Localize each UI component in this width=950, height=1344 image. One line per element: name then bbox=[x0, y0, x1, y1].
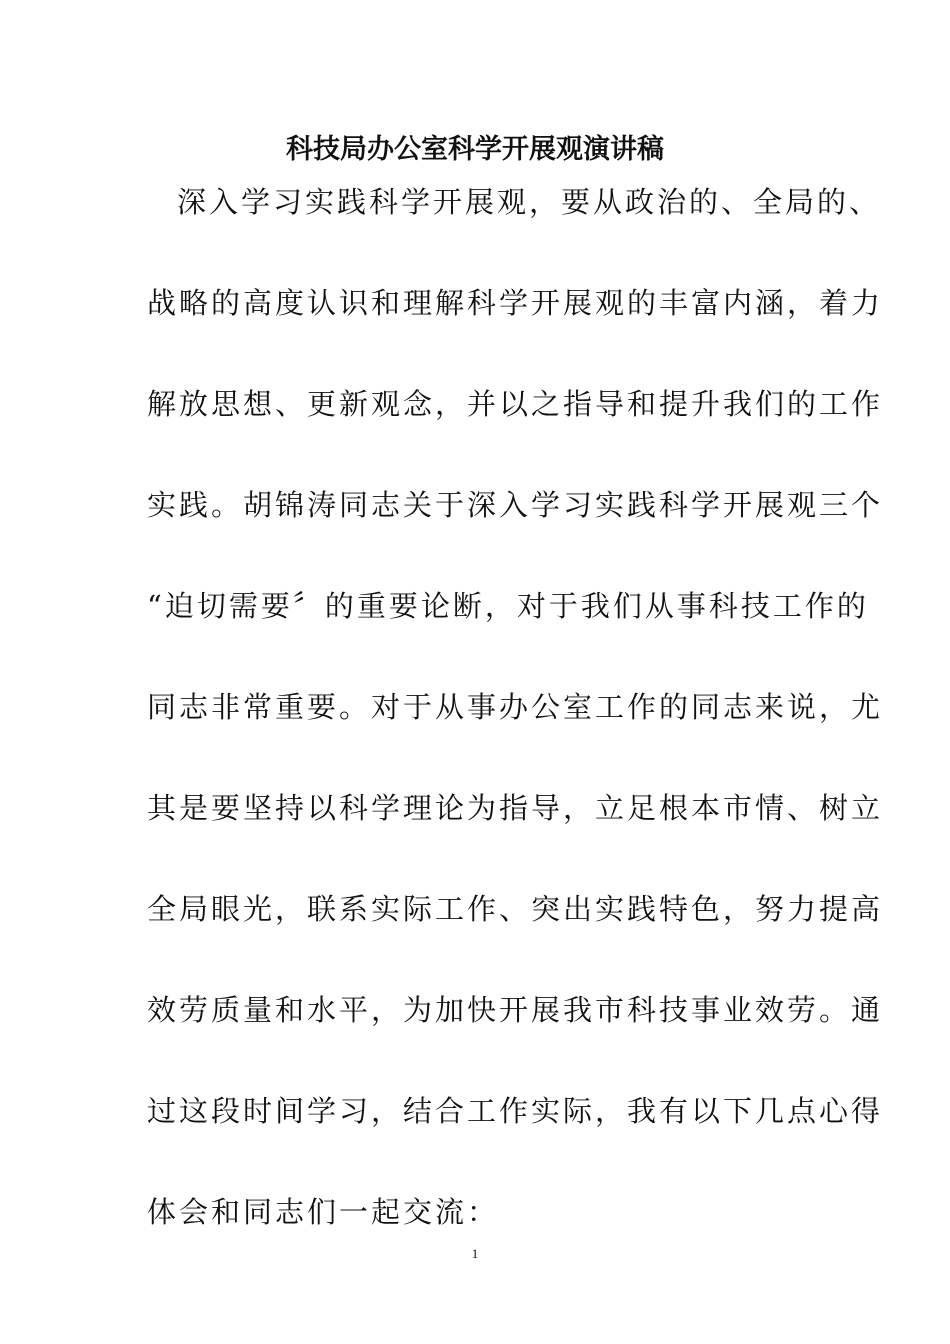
body-line: 实践。胡锦涛同志关于深入学习实践科学开展观三个 bbox=[147, 488, 884, 522]
body-line: 全局眼光，联系实际工作、突出实践特色，努力提高 bbox=[147, 892, 884, 926]
body-line: 效劳质量和水平，为加快开展我市科技事业效劳。通 bbox=[147, 993, 884, 1027]
page-number: 1 bbox=[471, 1246, 479, 1261]
document-body bbox=[147, 177, 884, 1288]
body-line: 战略的高度认识和理解科学开展观的丰富内涵，着力 bbox=[147, 286, 884, 320]
body-line: 同志非常重要。对于从事办公室工作的同志来说，尤 bbox=[147, 690, 884, 724]
body-line: “迫切需要〞的重要论断，对于我们从事科技工作的 bbox=[147, 589, 869, 623]
body-line: 过这段时间学习，结合工作实际，我有以下几点心得 bbox=[147, 1094, 884, 1128]
body-line: 体会和同志们一起交流： bbox=[147, 1195, 500, 1229]
body-line: 其是要坚持以科学理论为指导，立足根本市情、树立 bbox=[147, 791, 884, 825]
body-line: 深入学习实践科学开展观，要从政治的、全局的、 bbox=[177, 185, 882, 219]
document-title: 科技局办公室科学开展观演讲稿 bbox=[286, 134, 664, 165]
body-line: 解放思想、更新观念，并以之指导和提升我们的工作 bbox=[147, 387, 884, 421]
